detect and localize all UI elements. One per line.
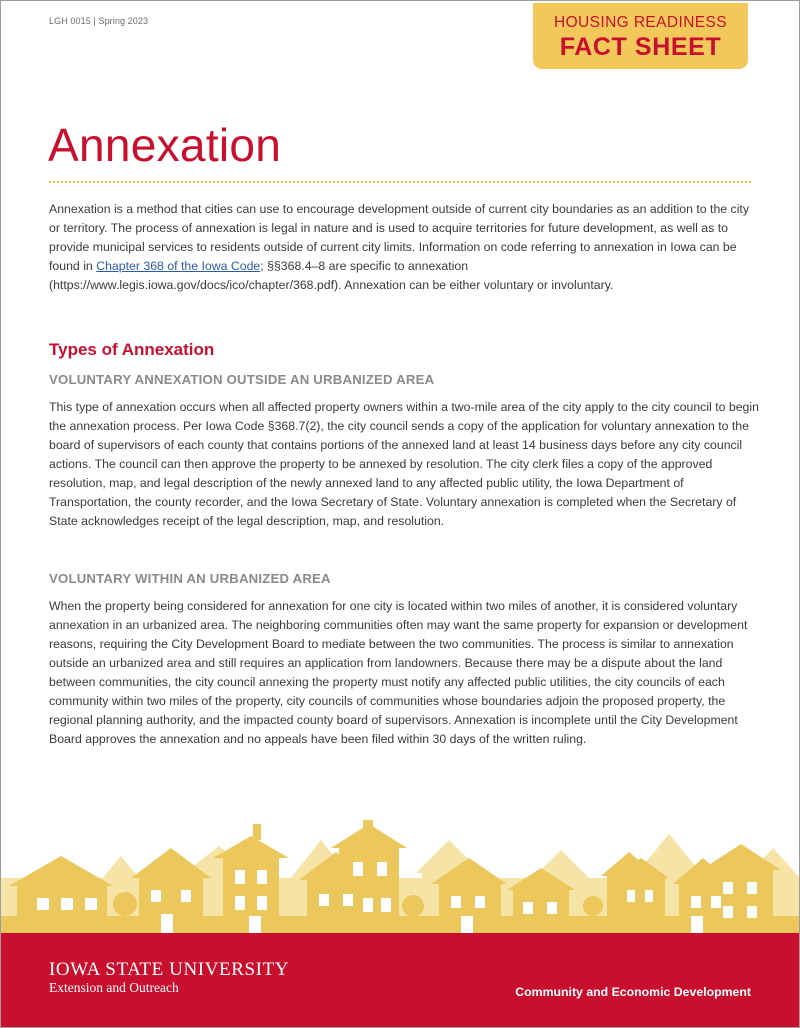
page-title: Annexation <box>48 119 282 171</box>
department-name: Community and Economic Development <box>515 985 751 999</box>
badge-series-label: HOUSING READINESS <box>553 14 728 31</box>
university-unit: Extension and Outreach <box>49 980 179 995</box>
isu-wordmark <box>49 959 289 996</box>
subsection-paragraph-within: When the property being considered for annexation for one city is located within two miles of another, it is considered voluntary annexation in an urbanized area. The neighboring communities often may want the same property for expansion or development reasons, requiring the City Development Board to mediate between the two communities. The process is similar to annexation outside an urbanized area and still requires an application from landowners. Because there may be a dispute about the land between communities, the city council annexing the property must notify any affected public utilities, the city councils of each community within two miles of the property, city councils of communities whose boundaries adjoin the proposed property, the regional planning authority, and the impacted county board of supervisors. Annexation is incomplete until the City Development Board approves the annexation and no appeals have been filed within 30 days of the written ruling. <box>49 599 748 746</box>
document-code: LGH 0015 | Spring 2023 <box>49 16 149 26</box>
badge-title: FACT SHEET <box>559 33 722 61</box>
footer-banner <box>1 933 799 1027</box>
subsection-heading-outside: VOLUNTARY ANNEXATION OUTSIDE AN URBANIZED AREA <box>49 372 435 387</box>
section-heading: Types of Annexation <box>49 340 215 359</box>
subsection-heading-within: VOLUNTARY WITHIN AN URBANIZED AREA <box>49 571 331 586</box>
intro-text-start: Annexation is a method that cities can use to encourage development outside of current city boundaries as an addition to the city or territory. The process of annexation is legal in nature and is used to acquire territories for future development, as well as to provide municipal services to residents outside of current city limits. Information on code referring to annexation in Iowa can be found in <box>49 202 749 273</box>
fact-sheet-badge <box>533 3 748 69</box>
iowa-code-link[interactable]: Chapter 368 of the Iowa Code <box>96 259 261 273</box>
houses-skyline-illustration <box>1 818 799 934</box>
title-divider <box>49 181 751 183</box>
intro-paragraph <box>49 200 759 295</box>
subsection-paragraph-outside: This type of annexation occurs when all affected property owners within a two-mile area of the city apply to the city council to begin the annexation process. Per Iowa Code §368.7(2), the city council sends a copy of the application for voluntary annexation to the board of supervisors of each county that contains portions of the annexed land at least 14 business days before any city council actions. The council can then approve the property to be annexed by resolution. The city clerk files a copy of the approved resolution, map, and legal description of the newly annexed land to any affected public utility, the Iowa Department of Transportation, the county recorder, and the Iowa Secretary of State. Voluntary annexation is completed when the Secretary of State acknowledges receipt of the legal description, map, and resolution. <box>49 400 759 528</box>
intro-text-end: ; §§368.4–8 are specific to annexation (https://www.legis.iowa.gov/docs/ico/chapter/368.pdf). Annexation can be either voluntary or involuntary. <box>49 259 614 292</box>
university-name: IOWA STATE UNIVERSITY <box>49 959 290 980</box>
